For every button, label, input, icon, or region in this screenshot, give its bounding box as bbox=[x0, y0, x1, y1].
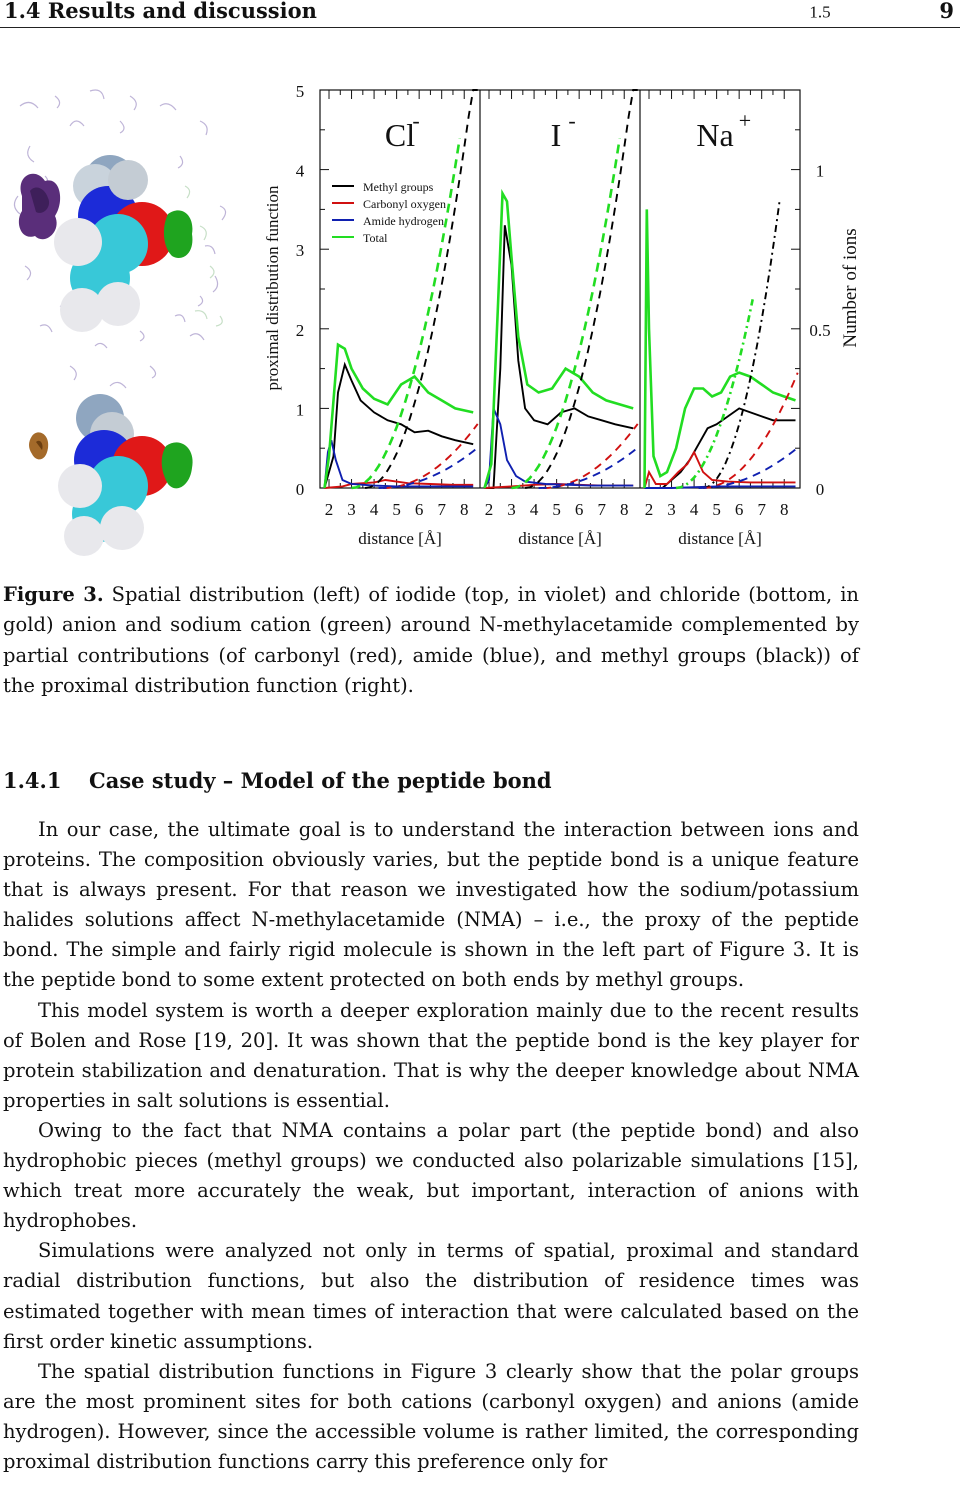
molecule-illustration bbox=[0, 66, 260, 536]
x-tick-label: 8 bbox=[459, 500, 469, 519]
right-y-tick-label: 1.5 bbox=[809, 2, 831, 22]
y-tick-label: 1 bbox=[295, 400, 305, 420]
x-axis-label: distance [Å] bbox=[358, 529, 442, 548]
paragraph: In our case, the ultimate goal is to understand the interaction between ions and proteins. The composition obviously varies, but the peptide bond is a unique feature that is always present. For that reason we investigated how the sodium/potassium halides solutions affect N-methylacetamide (NMA) – i.e., the proxy of the peptide bond. The simple and fairly rigid molecule is shown in the left part of Figure 3. It is the peptide bond to some extent protected on both ends by methyl groups. bbox=[3, 818, 859, 992]
right-y-axis-label: Number of ions bbox=[840, 228, 861, 348]
cumulative-curve bbox=[539, 448, 638, 488]
header-rule bbox=[0, 27, 960, 28]
cumulative-curve bbox=[525, 90, 638, 488]
x-tick-label: 2 bbox=[324, 500, 334, 519]
panel-title: I bbox=[550, 117, 562, 153]
x-axis-label: distance [Å] bbox=[518, 529, 602, 548]
y-tick-label: 0 bbox=[295, 480, 305, 499]
chloride-spatial-distribution bbox=[29, 432, 48, 459]
y-axis-label: proximal distribution function bbox=[263, 185, 282, 391]
paragraph: Simulations were analyzed not only in terms of spatial, proximal and standard radial distribution functions, but also the distribution of residence times was estimated together with mean times of interaction that were calculated based on the first order kinetic assumptions. bbox=[3, 1239, 859, 1353]
panel-title-superscript: - bbox=[568, 108, 576, 133]
pdf-curve bbox=[645, 408, 796, 488]
x-tick-label: 6 bbox=[414, 500, 424, 519]
x-tick-label: 7 bbox=[437, 500, 446, 519]
right-y-tick-label: 0 bbox=[815, 480, 825, 499]
cumulative-curve bbox=[365, 90, 478, 488]
x-tick-label: 2 bbox=[644, 500, 654, 519]
pdf-curve bbox=[485, 408, 634, 488]
legend-label: Total bbox=[363, 231, 388, 245]
x-tick-label: 2 bbox=[484, 500, 494, 519]
cumulative-curve bbox=[543, 424, 638, 488]
page-number: 9 bbox=[939, 0, 954, 23]
x-tick-label: 5 bbox=[712, 500, 721, 519]
pdf-curve bbox=[645, 209, 796, 488]
legend-label: Methyl groups bbox=[363, 180, 434, 194]
figure-caption bbox=[3, 580, 859, 701]
right-y-tick-label: 0.5 bbox=[809, 320, 831, 340]
cumulative-curve bbox=[676, 299, 753, 488]
y-tick-label: 5 bbox=[295, 82, 305, 101]
pdf-curve bbox=[325, 365, 474, 488]
pdf-curve bbox=[325, 440, 474, 488]
panel-title-superscript: + bbox=[738, 108, 752, 133]
x-tick-label: 3 bbox=[667, 500, 676, 519]
x-tick-label: 8 bbox=[779, 500, 789, 519]
cumulative-curve bbox=[383, 424, 478, 488]
nma-molecule-top bbox=[54, 155, 174, 332]
section-number: 1.4.1 bbox=[3, 768, 62, 793]
legend-label: Carbonyl oxygen bbox=[363, 197, 446, 211]
panel-title: Na bbox=[696, 117, 734, 153]
running-section-title: 1.4 Results and discussion bbox=[4, 0, 317, 23]
nma-molecule-bottom bbox=[58, 394, 172, 556]
x-tick-label: 3 bbox=[507, 500, 516, 519]
body-text bbox=[3, 815, 859, 1477]
x-tick-label: 8 bbox=[619, 500, 629, 519]
right-y-tick-label: 1 bbox=[815, 161, 825, 181]
panel-title: Cl bbox=[384, 117, 416, 153]
x-tick-label: 3 bbox=[347, 500, 356, 519]
x-tick-label: 5 bbox=[392, 500, 401, 519]
x-tick-label: 4 bbox=[369, 500, 379, 519]
paragraph: The spatial distribution functions in Figure 3 clearly show that the polar groups are the most prominent sites for both cations (carbonyl oxygen) and anions (amide hydrogen). However, since the accessible volume is rather limited, the corresponding proximal distribution functions carry this preference only for bbox=[3, 1359, 859, 1473]
y-tick-label: 2 bbox=[295, 320, 305, 340]
section-title: Case study – Model of the peptide bond bbox=[89, 768, 552, 793]
legend-label: Amide hydrogen bbox=[363, 214, 444, 228]
panel-title-superscript: - bbox=[412, 108, 420, 133]
x-tick-label: 6 bbox=[574, 500, 584, 519]
pdf-curve bbox=[485, 225, 634, 488]
paragraph: Owing to the fact that NMA contains a polar part (the peptide bond) and also hydrophobic pieces (methyl groups) we conducted also polarizable simulations [15], which treat more accurately the weak, but important, interaction of anions with hydrophobes. bbox=[3, 1118, 859, 1233]
sodium-spatial-distribution-top bbox=[164, 210, 193, 258]
x-tick-label: 5 bbox=[552, 500, 561, 519]
y-tick-label: 3 bbox=[295, 241, 305, 261]
caption-text: Spatial distribution (left) of iodide (top, in violet) and chloride (bottom, in gold) anion and sodium cation (green) around N-methylacetamide complemented by partial contributions (of carbonyl (red), amide (blue), and methyl groups (black)) of the proximal distribution function (right). bbox=[3, 583, 859, 697]
proximal-distribution-chart bbox=[250, 2, 890, 556]
x-tick-label: 7 bbox=[757, 500, 766, 519]
cumulative-curve bbox=[512, 138, 620, 488]
x-tick-label: 4 bbox=[689, 500, 699, 519]
cumulative-curve bbox=[703, 200, 780, 488]
x-tick-label: 4 bbox=[529, 500, 539, 519]
caption-label: Figure 3. bbox=[3, 583, 104, 606]
paragraph: This model system is worth a deeper exploration mainly due to the recent results of Bolen and Rose [19, 20]. It was shown that the peptide bond is the key player for protein stabilization and denaturation. That is why the deeper knowledge about NMA properties in salt solutions is essential. bbox=[3, 998, 859, 1112]
x-axis-label: distance [Å] bbox=[678, 529, 762, 548]
section-heading bbox=[3, 768, 552, 793]
x-tick-label: 6 bbox=[734, 500, 744, 519]
x-tick-label: 7 bbox=[597, 500, 606, 519]
y-tick-label: 4 bbox=[295, 161, 305, 181]
